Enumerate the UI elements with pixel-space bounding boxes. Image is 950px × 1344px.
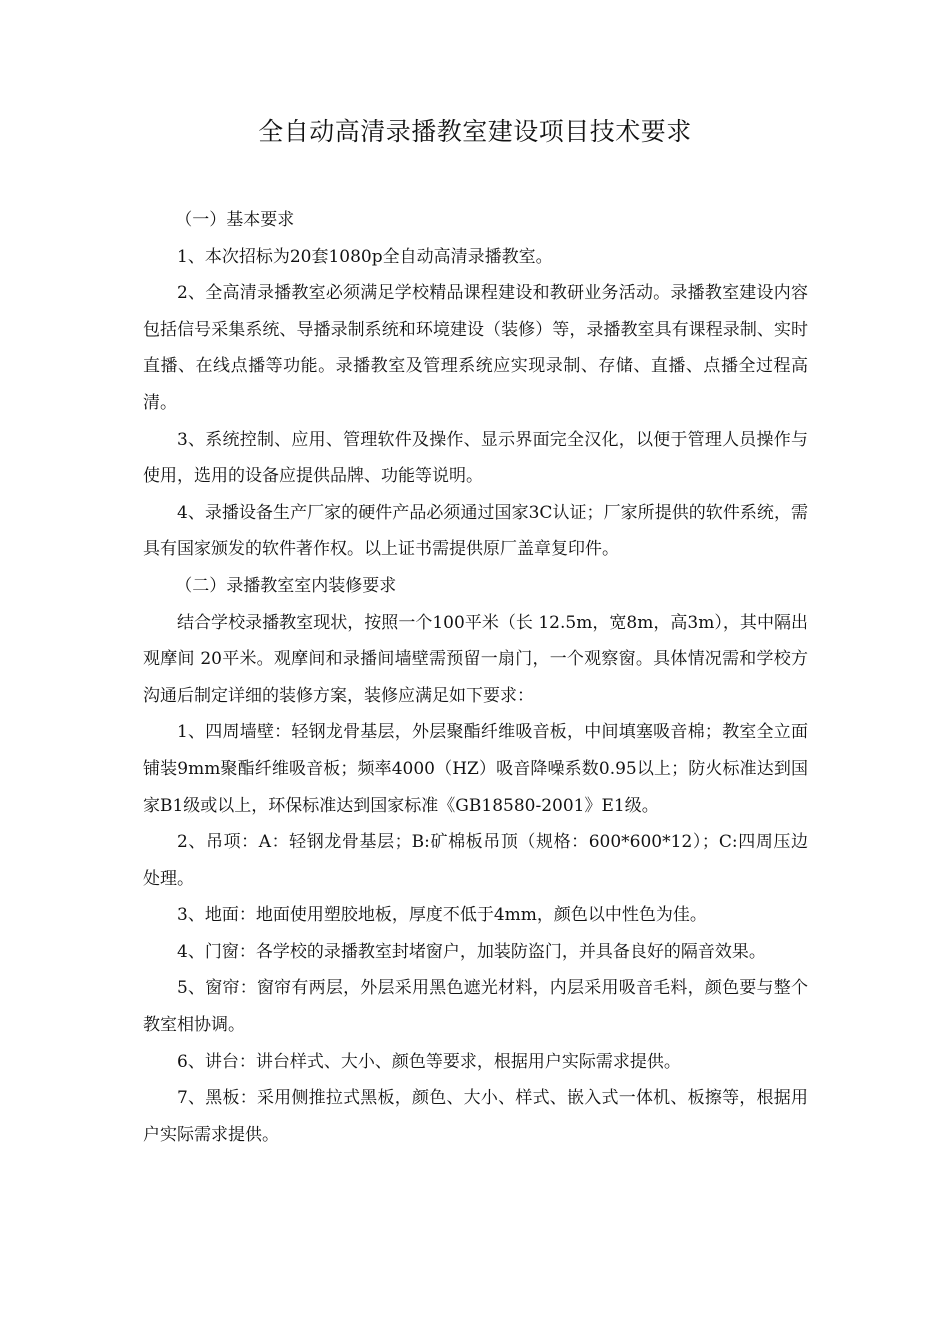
paragraph: 5、窗帘：窗帘有两层，外层采用黑色遮光材料，内层采用吸音毛料，颜色要与整个教室相协调。 [143, 978, 808, 1036]
paragraph: 7、黑板：采用侧推拉式黑板，颜色、大小、样式、嵌入式一体机、板擦等，根据用户实际需求提供。 [143, 1088, 808, 1145]
paragraph: 3、地面：地面使用塑胶地板，厚度不低于4mm，颜色以中性色为佳。 [177, 905, 707, 926]
paragraph: 1、本次招标为20套1080p全自动高清录播教室。 [177, 246, 553, 267]
paragraph: 2、全高清录播教室必须满足学校精品课程建设和教研业务活动。录播教室建设内容包括信号采集系统、导播录制系统和环境建设（装修）等，录播教室具有课程录制、实时直播、在线点播等功能。录播教室及管理系统应实现录制、存储、直播、点播全过程高清。 [143, 283, 808, 413]
document-title: 全自动高清录播教室建设项目技术要求 [258, 117, 692, 146]
section-heading-decoration-requirements: （二）录播教室室内装修要求 [175, 575, 397, 596]
paragraph: 3、系统控制、应用、管理软件及操作、显示界面完全汉化，以便于管理人员操作与使用，选用的设备应提供品牌、功能等说明。 [143, 429, 808, 487]
paragraph: 4、门窗：各学校的录播教室封堵窗户，加装防盗门，并具备良好的隔音效果。 [177, 941, 766, 962]
paragraph: 结合学校录播教室现状，按照一个100平米（长 12.5m，宽8m，高3m），其中隔出观摩间 20平米。观摩间和录播间墙壁需预留一扇门，一个观察窗。具体情况需和学校方沟通后制定详细的装修方案，装修应满足如下要求： [143, 612, 808, 706]
paragraph: 1、四周墙壁：轻钢龙骨基层，外层聚酯纤维吸音板，中间填塞吸音棉；教室全立面铺装9mm聚酯纤维吸音板；频率4000（HZ）吸音降噪系数0.95以上；防火标准达到国家B1级或以上，环保标准达到国家标准《GB18580-2001》E1级。 [143, 722, 808, 816]
document-body [143, 202, 808, 1153]
paragraph: 2、吊项：A：轻钢龙骨基层；B:矿棉板吊顶（规格：600*600*12）；C:四周压边处理。 [143, 832, 808, 889]
paragraph: 4、录播设备生产厂家的硬件产品必须通过国家3C认证；厂家所提供的软件系统，需具有国家颁发的软件著作权。以上证书需提供原厂盖章复印件。 [143, 502, 808, 560]
paragraph: 6、讲台：讲台样式、大小、颜色等要求，根据用户实际需求提供。 [177, 1051, 681, 1072]
section-heading-basic-requirements: （一）基本要求 [175, 210, 295, 230]
